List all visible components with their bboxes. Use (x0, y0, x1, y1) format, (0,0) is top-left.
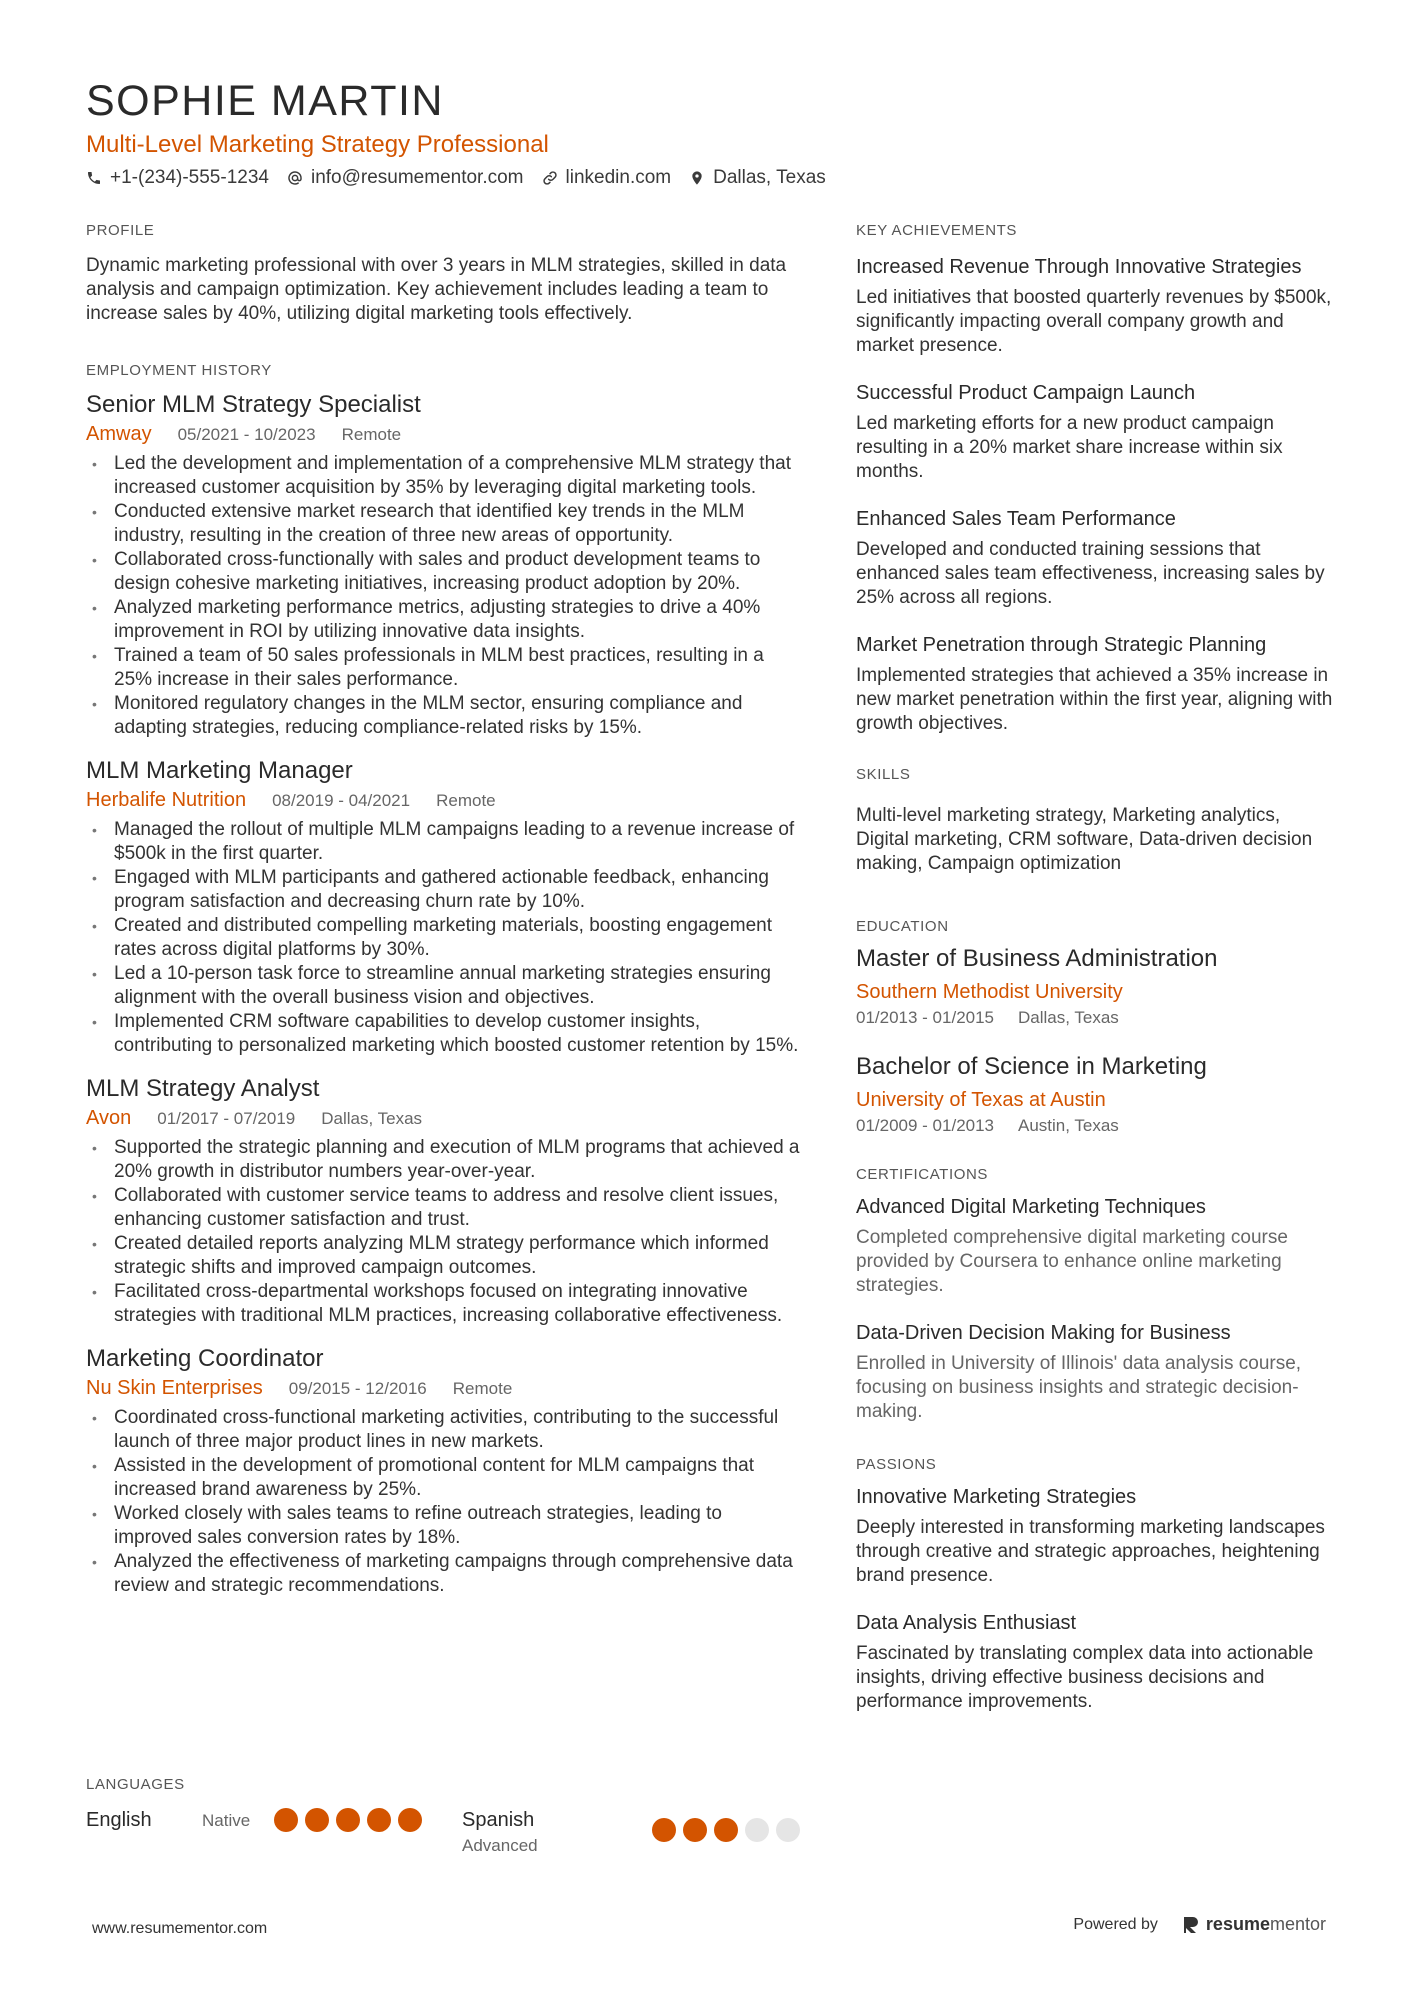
phone-text: +1-(234)-555-1234 (110, 167, 269, 188)
bullet-item: • Monitored regulatory changes in the MLM sector, ensuring compliance and adapting strategies, reducing compliance-related risks by 15%. (86, 692, 802, 740)
company-name: Herbalife Nutrition (86, 789, 247, 811)
skills-section (856, 764, 1336, 876)
certification-item (856, 1320, 1336, 1424)
section-title: KEY ACHIEVEMENTS (856, 222, 1018, 239)
languages-row (86, 1806, 806, 1858)
passion-title: Innovative Marketing Strategies (856, 1486, 1137, 1508)
job-location: Remote (436, 791, 496, 810)
certification-title: Data-Driven Decision Making for Business (856, 1322, 1231, 1344)
bullet-item: • Implemented CRM software capabilities to develop customer insights, contributing to personalized marketing which boosted customer retention by 15%. (86, 1010, 802, 1058)
job-title: Marketing Coordinator (86, 1345, 324, 1372)
company-name: Amway (86, 423, 152, 445)
bullet-item: • Engaged with MLM participants and gathered actionable feedback, enhancing program satisfaction and decreasing churn rate by 10%. (86, 866, 802, 914)
bullet-item: • Led the development and implementation of a comprehensive MLM strategy that increased customer acquisition by 35% by leveraging digital marketing tools. (86, 452, 802, 500)
phone-icon (86, 170, 102, 186)
resumementor-logo-icon (1182, 1915, 1200, 1935)
rating-dot-filled (336, 1808, 360, 1832)
achievement-title: Market Penetration through Strategic Planning (856, 634, 1267, 656)
rating-dot-filled (274, 1808, 298, 1832)
achievement-title: Increased Revenue Through Innovative Strategies (856, 256, 1302, 278)
bullet-item: • Managed the rollout of multiple MLM campaigns leading to a revenue increase of $500k in the first quarter. (86, 818, 802, 866)
candidate-name: SOPHIE MARTIN (86, 77, 444, 125)
passion-item (856, 1484, 1336, 1588)
job-entry (86, 1344, 802, 1598)
job-dates: 05/2021 - 10/2023 (177, 425, 316, 444)
contact-email[interactable] (287, 165, 524, 191)
job-dates: 01/2017 - 07/2019 (157, 1109, 296, 1128)
education-dates: 01/2013 - 01/2015 (856, 1008, 995, 1027)
language-rating (652, 1818, 800, 1842)
footer-branding (1073, 1914, 1326, 1935)
at-icon (287, 170, 303, 186)
job-dates: 08/2019 - 04/2021 (272, 791, 411, 810)
contact-linkedin[interactable] (542, 165, 672, 191)
contact-bar (86, 165, 1326, 191)
passion-title: Data Analysis Enthusiast (856, 1612, 1077, 1634)
left-column (86, 220, 802, 1614)
achievement-text: Led marketing efforts for a new product campaign resulting in a 20% market share increase within six months. (856, 413, 1283, 482)
achievement-title: Enhanced Sales Team Performance (856, 508, 1176, 530)
job-bullets (86, 452, 802, 740)
rating-dot-filled (398, 1808, 422, 1832)
job-title: MLM Strategy Analyst (86, 1075, 320, 1102)
job-meta (86, 421, 802, 448)
passion-text: Deeply interested in transforming marketing landscapes through creative and strategic approaches, heightening brand presence. (856, 1517, 1325, 1586)
contact-phone (86, 165, 269, 191)
job-bullets (86, 1406, 802, 1598)
achievement-text: Led initiatives that boosted quarterly revenues by $500k, significantly impacting overall company growth and market presence. (856, 287, 1332, 356)
bullet-item: • Created and distributed compelling marketing materials, boosting engagement rates across digital platforms by 30%. (86, 914, 802, 962)
bullet-item: • Led a 10-person task force to streamline annual marketing strategies ensuring alignment with the overall business vision and objectives. (86, 962, 802, 1010)
education-dates: 01/2009 - 01/2013 (856, 1116, 995, 1135)
language-name: Spanish (462, 1809, 535, 1831)
job-location: Dallas, Texas (321, 1109, 423, 1128)
section-title: LANGUAGES (86, 1776, 185, 1793)
job-meta (86, 1105, 802, 1132)
passions-section (856, 1454, 1336, 1714)
achievement-item (856, 380, 1336, 484)
link-icon (542, 170, 558, 186)
candidate-headline: Multi-Level Marketing Strategy Professional (86, 131, 549, 158)
profile-text: Dynamic marketing professional with over 3 years in MLM strategies, skilled in data analysis and campaign optimization. Key achievement includes leading a team to increase sales by 40%, utilizing digital marketing tools effectively. (86, 255, 787, 324)
language-spanish (462, 1806, 800, 1858)
education-meta (856, 1114, 1336, 1138)
section-title: EDUCATION (856, 918, 949, 935)
passion-text: Fascinated by translating complex data into actionable insights, driving effective business decisions and performance improvements. (856, 1643, 1314, 1712)
employment-section (86, 360, 802, 1598)
section-title: PROFILE (86, 222, 155, 239)
rating-dot-filled (714, 1818, 738, 1842)
job-meta (86, 1375, 802, 1402)
location-pin-icon (689, 170, 705, 186)
achievement-item (856, 506, 1336, 610)
rating-dot-empty (776, 1818, 800, 1842)
bullet-item: • Coordinated cross-functional marketing activities, contributing to the successful launch of three major product lines in new markets. (86, 1406, 802, 1454)
certification-text: Completed comprehensive digital marketing course provided by Coursera to enhance online marketing strategies. (856, 1227, 1288, 1296)
certification-title: Advanced Digital Marketing Techniques (856, 1196, 1206, 1218)
job-bullets (86, 818, 802, 1058)
education-location: Austin, Texas (1018, 1116, 1119, 1135)
language-name: English (86, 1809, 152, 1831)
job-entry (86, 1074, 802, 1328)
job-dates: 09/2015 - 12/2016 (288, 1379, 427, 1398)
school-name: Southern Methodist University (856, 981, 1123, 1003)
certification-text: Enrolled in University of Illinois' data analysis course, focusing on business insights and strategic decision-making. (856, 1353, 1302, 1422)
rating-dot-filled (683, 1818, 707, 1842)
bullet-item: • Collaborated cross-functionally with sales and product development teams to design cohesive marketing initiatives, increasing product adoption by 20%. (86, 548, 802, 596)
language-rating (274, 1808, 422, 1832)
rating-dot-filled (305, 1808, 329, 1832)
bullet-item: • Analyzed marketing performance metrics, adjusting strategies to drive a 40% improvement in ROI by utilizing innovative data insights. (86, 596, 802, 644)
education-item (856, 1052, 1336, 1138)
section-title: PASSIONS (856, 1456, 937, 1473)
right-column (856, 220, 1336, 1748)
education-meta (856, 1006, 1336, 1030)
brand-bold: resume (1205, 1914, 1270, 1934)
achievement-item (856, 254, 1336, 358)
bullet-item: • Worked closely with sales teams to refine outreach strategies, leading to improved sales conversion rates by 18%. (86, 1502, 802, 1550)
job-meta (86, 787, 802, 814)
bullet-item: • Analyzed the effectiveness of marketing campaigns through comprehensive data review and strategic recommendations. (86, 1550, 802, 1598)
bullet-item: • Facilitated cross-departmental workshops focused on integrating innovative strategies with traditional MLM practices, increasing collaborative effectiveness. (86, 1280, 802, 1328)
bullet-item: • Supported the strategic planning and execution of MLM programs that achieved a 20% growth in distributor numbers year-over-year. (86, 1136, 802, 1184)
job-location: Remote (341, 425, 402, 444)
section-title: SKILLS (856, 766, 911, 783)
language-label-stack (462, 1806, 652, 1858)
job-entry (86, 390, 802, 740)
achievement-text: Developed and conducted training sessions that enhanced sales team effectiveness, increasing sales by 25% across all regions. (856, 539, 1325, 608)
job-title: MLM Marketing Manager (86, 757, 353, 784)
achievement-item (856, 632, 1336, 736)
rating-dot-filled (652, 1818, 676, 1842)
powered-by-label: Powered by (1073, 1915, 1158, 1933)
achievements-section (856, 220, 1336, 736)
company-name: Nu Skin Enterprises (86, 1377, 263, 1399)
bullet-item: • Assisted in the development of promotional content for MLM campaigns that increased brand awareness by 25%. (86, 1454, 802, 1502)
footer-website[interactable]: www.resumementor.com (92, 1920, 268, 1937)
education-section (856, 916, 1336, 1138)
job-entry (86, 756, 802, 1058)
profile-section (86, 220, 802, 326)
education-location: Dallas, Texas (1018, 1008, 1119, 1027)
bullet-item: • Conducted extensive market research that identified key trends in the MLM industry, resulting in the creation of three new areas of opportunity. (86, 500, 802, 548)
passion-item (856, 1610, 1336, 1714)
brand-logo[interactable] (1182, 1914, 1326, 1935)
education-item (856, 944, 1336, 1030)
contact-location (689, 165, 826, 191)
location-text: Dallas, Texas (713, 167, 826, 188)
language-level: Advanced (462, 1836, 538, 1855)
language-english (86, 1806, 462, 1834)
bullet-item: • Created detailed reports analyzing MLM strategy performance which informed strategic shifts and improved campaign outcomes. (86, 1232, 802, 1280)
resume-header (86, 74, 1326, 191)
languages-section (86, 1774, 806, 1858)
email-link[interactable]: info@resumementor.com (310, 167, 524, 188)
section-title: EMPLOYMENT HISTORY (86, 362, 272, 379)
linkedin-link[interactable]: linkedin.com (565, 167, 672, 188)
school-name: University of Texas at Austin (856, 1089, 1106, 1111)
rating-dot-empty (745, 1818, 769, 1842)
certifications-section (856, 1164, 1336, 1424)
language-level: Native (202, 1811, 251, 1830)
bullet-item: • Collaborated with customer service teams to address and resolve client issues, enhancing customer satisfaction and trust. (86, 1184, 802, 1232)
job-bullets (86, 1136, 802, 1328)
job-location: Remote (452, 1379, 513, 1398)
achievement-text: Implemented strategies that achieved a 35% increase in new market penetration within the first year, aligning with growth objectives. (856, 665, 1333, 734)
achievement-title: Successful Product Campaign Launch (856, 382, 1196, 404)
rating-dot-filled (367, 1808, 391, 1832)
company-name: Avon (86, 1107, 132, 1129)
brand-light: mentor (1269, 1914, 1326, 1934)
degree-title: Master of Business Administration (856, 945, 1218, 972)
skills-text: Multi-level marketing strategy, Marketing analytics, Digital marketing, CRM software, Data-driven decision making, Campaign optimization (856, 805, 1313, 874)
certification-item (856, 1194, 1336, 1298)
bullet-item: • Trained a team of 50 sales professionals in MLM best practices, resulting in a 25% increase in their sales performance. (86, 644, 802, 692)
degree-title: Bachelor of Science in Marketing (856, 1053, 1207, 1080)
job-title: Senior MLM Strategy Specialist (86, 391, 421, 418)
section-title: CERTIFICATIONS (856, 1166, 989, 1183)
